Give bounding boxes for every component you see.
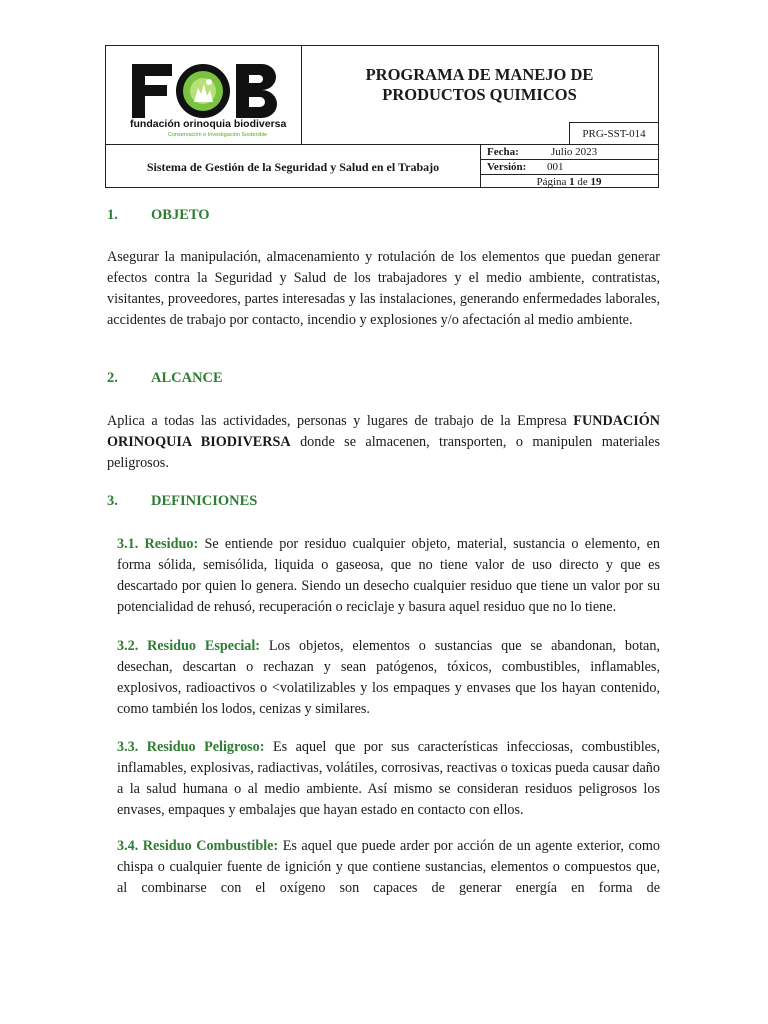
definition-residuo-especial: [117, 636, 660, 720]
section-1-text: Asegurar la manipulación, almacenamiento y rotulación de los elementos que puedan generar efectos contra la Seguridad y Salud de los trabajadores y el medio ambiente, contratistas, visitantes, proveedores, partes interesadas y las instalaciones, generando enfermedades laborales, accidentes de trabajo por contacto, incendio y explosiones y/o afectación al medio ambiente.: [107, 249, 660, 328]
version-value: 001: [547, 161, 564, 173]
version-label: Versión:: [487, 161, 527, 173]
date-value: Julio 2023: [551, 146, 598, 158]
logo-org-name: fundación orinoquia biodiversa: [130, 118, 287, 130]
page-indicator: [480, 175, 658, 189]
organization-logo: [106, 46, 301, 144]
section-3-title: DEFINICIONES: [151, 493, 258, 509]
page-current: 1: [569, 176, 575, 188]
definition-text: Se entiende por residuo cualquier objeto, material, sustancia o elemento, en forma sólida, semisólida, liquida o gaseosa, que no tiene valor de uso directo y que es descartado por quien lo genera. Siendo un desecho cualquier residuo que tiene un valor por su potencialidad de rehusó, recuperación o reciclaje y basura aquel residuo que no lo tiene.: [117, 536, 660, 615]
document-title: [301, 65, 658, 105]
definition-term: 3.3. Residuo Peligroso:: [117, 739, 265, 755]
definition-text: Los objetos, elementos o sustancias que se abandonan, botan, desechan, descartan o rechazan y sean patógenos, tóxicos, combustibles, inflamables, explosivos, radioactivos o <volatilizables y los empaques y envases que los hayan contenido, como también los lodos, cenizas y similares.: [117, 638, 660, 717]
meta-version-row: [480, 160, 658, 175]
document-title-line-2: PRODUCTOS QUIMICOS: [382, 85, 577, 104]
page-separator: de: [577, 176, 588, 188]
definition-term: 3.2. Residuo Especial:: [117, 638, 261, 654]
definition-residuo-peligroso: [117, 737, 660, 821]
company-name: FUNDACIÓN ORINOQUIA BIODIVERSA: [107, 413, 660, 450]
section-1-title: OBJETO: [151, 207, 210, 223]
definition-text: Es aquel que por sus características infecciosas, combustibles, inflamables, explosivas, radiactivas, volátiles, corrosivas, reactivas o toxicas pueda causar daño a la salud humana o al medio ambiente. Así mismo se consideran residuos peligrosos los envases, empaques y embalajes que hayan estado en contacto con ellos.: [117, 739, 661, 818]
definition-residuo: [117, 534, 660, 618]
title-cell: [301, 46, 658, 144]
definition-term: 3.1. Residuo:: [117, 536, 199, 552]
section-3-heading: [107, 493, 257, 510]
page-prefix: Página: [536, 176, 567, 188]
section-2-text-after: donde se almacenen, transporten, o manipulen materiales peligrosos.: [107, 434, 660, 471]
section-2-title: ALCANCE: [151, 370, 223, 386]
management-system-label: Sistema de Gestión de la Seguridad y Salud en el Trabajo: [106, 145, 481, 187]
logo-cell: [106, 46, 302, 144]
section-2-text: [107, 411, 660, 474]
definition-term: 3.4. Residuo Combustible:: [117, 838, 279, 854]
section-3-number: 3.: [107, 493, 118, 509]
definition-residuo-combustible: [117, 836, 660, 920]
document-title-line-1: PROGRAMA DE MANEJO DE: [365, 65, 594, 84]
page-total: 19: [590, 176, 602, 188]
section-2-text-before: Aplica a todas las actividades, personas y lugares de trabajo de la Empresa: [107, 413, 574, 429]
header-row-2: [106, 144, 658, 187]
section-2-number: 2.: [107, 370, 118, 386]
document-meta: [480, 145, 658, 187]
definition-text: Es aquel que puede arder por acción de un agente exterior, como chispa o cualquier fuente de ignición y que contiene sustancias, elementos o compuestos que, al combinarse con el oxígeno son capaces de generar energía en forma de: [117, 838, 660, 896]
meta-date-row: [480, 145, 658, 160]
document-code: PRG-SST-014: [569, 122, 658, 145]
section-1-heading: [107, 207, 210, 224]
document-header: [105, 45, 659, 188]
section-1-number: 1.: [107, 207, 118, 223]
date-label: Fecha:: [487, 146, 519, 158]
logo-tagline: Conservación e Investigación Sostenible: [168, 132, 268, 138]
section-2-heading: [107, 370, 223, 387]
